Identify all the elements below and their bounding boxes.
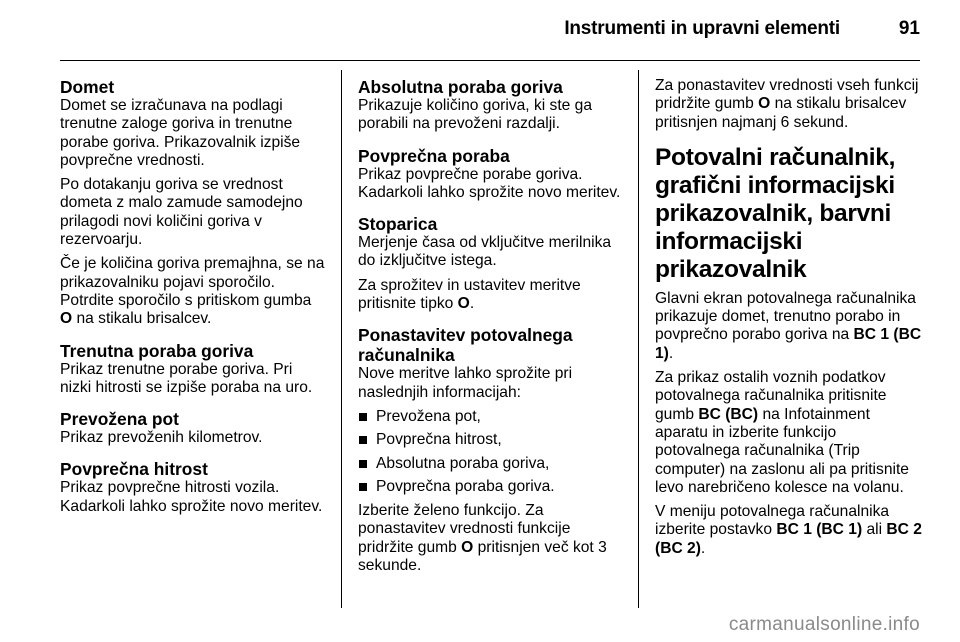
section-heading: Povprečna poraba xyxy=(358,145,510,166)
paragraph: Prikazuje količino goriva, ki ste ga porabili na prevoženi razdalji. xyxy=(358,97,593,133)
header-rule xyxy=(60,60,920,61)
square-bullet-icon xyxy=(359,436,367,444)
list-item-text: Absolutna poraba goriva, xyxy=(376,454,550,472)
paragraph xyxy=(60,255,326,328)
paragraph: Prikaz povprečne hitrosti vozila. Kadarkoli lahko sprožite novo meritev. xyxy=(60,479,323,515)
section-trenutna-poraba xyxy=(60,341,326,398)
watermark: carmanualsonline.info xyxy=(728,614,920,635)
list-item-text: Povprečna hitrost, xyxy=(376,431,502,449)
text-run: pritisnjen več kot 3 sekunde. xyxy=(358,538,607,575)
section-povprecna-hitrost xyxy=(60,459,326,516)
button-label: BC (BC) xyxy=(698,405,759,423)
list-item xyxy=(358,478,626,496)
section-absolutna-poraba xyxy=(358,77,626,134)
list-item xyxy=(358,431,626,449)
column-2 xyxy=(358,77,626,587)
button-label: O xyxy=(60,310,73,328)
paragraph xyxy=(358,277,626,314)
section-potovalni-racunalnik xyxy=(655,144,923,558)
column-3 xyxy=(655,77,923,570)
paragraph xyxy=(655,290,923,363)
text-run: na stikalu brisalcev. xyxy=(72,310,212,328)
paragraph: Domet se izračunava na podlagi trenutne zaloge goriva in trenutne porabe goriva. Prikazovalnik izpiše povprečne vrednosti. xyxy=(60,97,301,169)
text-run: Če je količina goriva premajhna, se na prikazovalniku pojavi sporočilo. Potrdite sporočilo s pritiskom gumba xyxy=(60,255,325,309)
section-heading: Prevožena pot xyxy=(60,409,179,430)
text-run: ali xyxy=(862,521,887,539)
text-run: Za sprožitev in ustavitev meritve pritisnite tipko xyxy=(358,276,581,313)
section-povprecna-poraba xyxy=(358,146,626,203)
section-domet xyxy=(60,77,326,329)
text-run: na stikalu brisalcev pritisnjen najmanj 6 sekund. xyxy=(655,95,907,131)
text-run: Glavni ekran potovalnega računalnika prikazuje domet, trenutno porabo in povprečno porabo goriva na xyxy=(655,289,916,344)
list-item-text: Povprečna poraba goriva. xyxy=(376,477,555,495)
section-heading: Stoparica xyxy=(358,214,438,235)
header-title: Instrumenti in upravni elementi xyxy=(564,18,840,39)
section-stoparica xyxy=(358,214,626,313)
paragraph xyxy=(358,502,626,575)
paragraph: Nove meritve lahko sprožite pri naslednjih informacijah: xyxy=(358,365,573,401)
text-run: Za prikaz ostalih voznih podatkov potovalnega računalnika pritisnite gumb xyxy=(655,369,887,423)
list-item-text: Prevožena pot, xyxy=(376,407,481,425)
section-prevozena-pot xyxy=(60,409,326,447)
page-number: 91 xyxy=(898,18,920,39)
text-run: . xyxy=(469,295,475,313)
button-label: O xyxy=(758,95,771,113)
text-run: . xyxy=(700,539,706,557)
list-item xyxy=(358,408,626,426)
section-heading: Povprečna hitrost xyxy=(60,459,208,480)
square-bullet-icon xyxy=(359,483,367,491)
column-divider xyxy=(341,70,342,608)
paragraph: Merjenje časa od vključitve merilnika do izključitve istega. xyxy=(358,234,612,270)
paragraph xyxy=(655,503,923,558)
paragraph: Prikaz prevoženih kilometrov. xyxy=(60,429,263,447)
paragraph: Po dotakanju goriva se vrednost dometa z malo zamude samodejno prilagodi novi količini goriva v rezervoarju. xyxy=(60,176,303,249)
button-label: BC 1 (BC 1) xyxy=(655,326,922,362)
button-label: BC 2 (BC 2) xyxy=(655,521,922,557)
button-label: BC 1 (BC 1) xyxy=(776,521,863,539)
square-bullet-icon xyxy=(359,460,367,468)
page-header xyxy=(60,16,920,48)
paragraph xyxy=(655,77,923,132)
section-heading: Trenutna poraba goriva xyxy=(60,340,254,361)
paragraph: Prikaz trenutne porabe goriva. Pri nizki hitrosti se izpiše poraba na uro. xyxy=(60,360,313,396)
button-label: O xyxy=(457,295,470,313)
text-run: V meniju potovalnega računalnika izberite postavko xyxy=(655,503,890,539)
section-ponastavitev xyxy=(358,325,626,575)
paragraph: Prikaz povprečne porabe goriva. Kadarkoli lahko sprožite novo meritev. xyxy=(358,165,621,201)
column-divider xyxy=(638,70,639,608)
column-1 xyxy=(60,77,326,528)
section-continuation xyxy=(655,77,923,132)
list-item xyxy=(358,455,626,473)
bullet-list xyxy=(358,408,626,496)
major-heading: Potovalni računalnik, grafični informacijski prikazovalnik, barvni informacijski prikazovalnik xyxy=(655,143,896,283)
button-label: O xyxy=(461,538,474,556)
section-heading: Domet xyxy=(60,77,115,97)
section-heading: Ponastavitev potovalnega računalnika xyxy=(358,325,573,366)
paragraph xyxy=(655,369,923,497)
text-run: Izberite želeno funkcijo. Za ponastavitev vrednosti funkcije pridržite gumb xyxy=(358,502,571,556)
text-run: . xyxy=(668,344,674,362)
section-heading: Absolutna poraba goriva xyxy=(358,77,563,97)
text-run: na Infotainment aparatu in izberite funkcijo potovalnega računalnika (Trip computer) na zaslonu ali pa pritisnite levo narebričeno kolesce na volanu. xyxy=(655,405,909,496)
text-run: Za ponastavitev vrednosti vseh funkcij pridržite gumb xyxy=(655,77,919,113)
square-bullet-icon xyxy=(359,413,367,421)
